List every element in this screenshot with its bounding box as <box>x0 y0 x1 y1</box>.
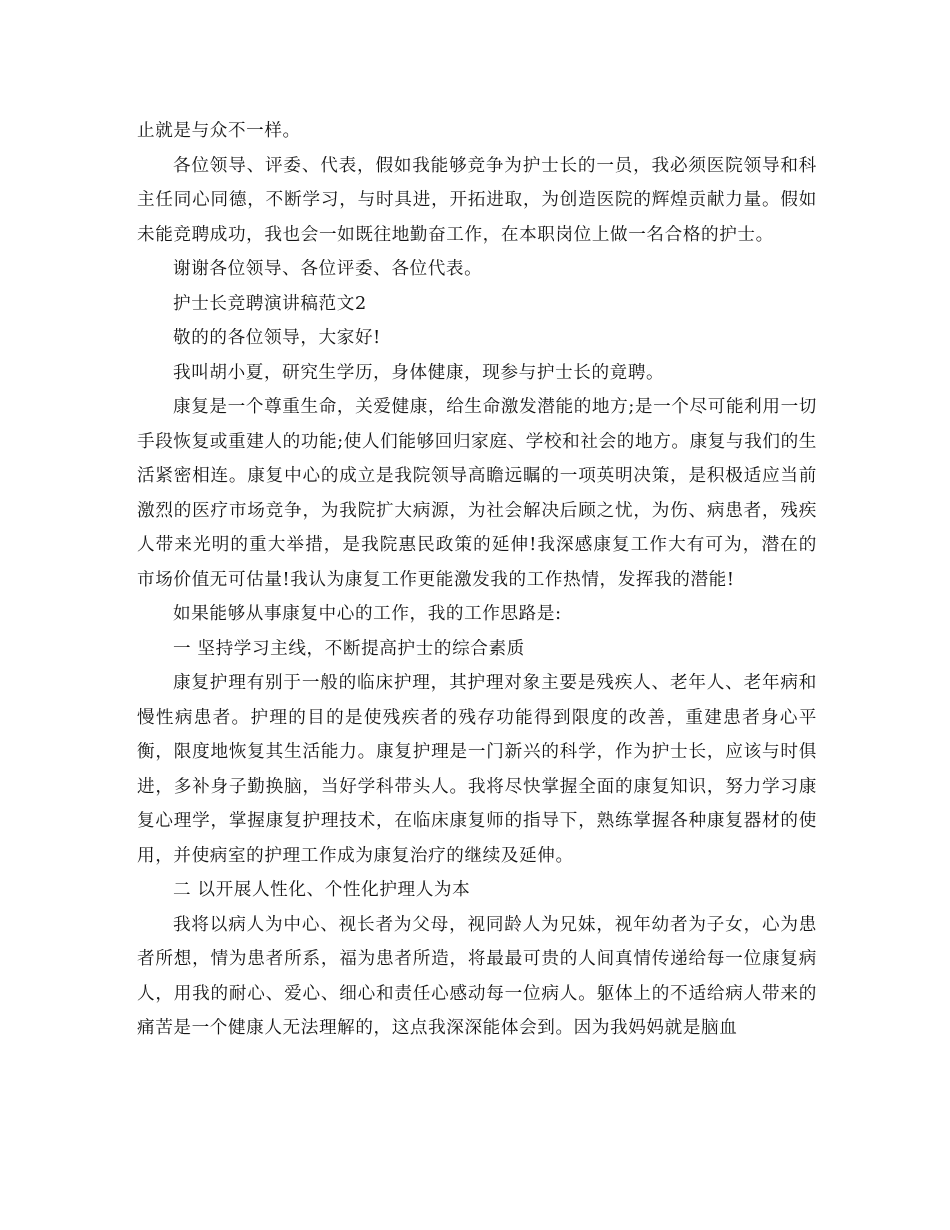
paragraph-plan: 如果能够从事康复中心的工作，我的工作思路是: <box>173 604 562 624</box>
paragraph-patient-care: 我将以病人为中心、视长者为父母，视同龄人为兄妹，视年幼者为子女，心为患者所想，情为患者所系，福为患者所造，将最最可贵的人间真情传递给每一位康复病人，用我的耐心、爱心、细心和责任心感动每一位病人。躯体上的不适给病人带来的痛苦是一个健康人无法理解的，这点我深深能体会到。因为我妈妈就是脑血 <box>137 914 817 1038</box>
paragraph-3: 谢谢各位领导、各位评委、各位代表。 <box>173 259 483 279</box>
paragraph-intro: 我叫胡小夏，研究生学历，身体健康，现参与护士长的竟聘。 <box>173 362 665 383</box>
paragraph-2: 各位领导、评委、代表，假如我能够竞争为护士长的一员，我必须医院领导和科主任同心同德，不断学习，与时具进，开拓进取，为创造医院的辉煌贡献力量。假如未能竞聘成功，我也会一如既往地勤奋工作，在本职岗位上做一名合格的护士。 <box>137 155 817 245</box>
section-heading: 护士长竞聘演讲稿范文2 <box>173 293 367 314</box>
paragraph-rehab: 康复是一个尊重生命，关爱健康，给生命激发潜能的地方;是一个尽可能利用一切手段恢复或重建人的功能;使人们能够回归家庭、学校和社会的地方。康复与我们的生活紧密相连。康复中心的成立是我院领导高瞻远瞩的一项英明决策，是积极适应当前激烈的医疗市场竞争，为我院扩大病源，为社会解决后顾之忧，为伤、病患者，残疾人带来光明的重大举措，是我院惠民政策的延伸!我深感康复工作大有可为，潜在的市场价值无可估量!我认为康复工作更能激发我的工作热情，发挥我的潜能! <box>137 397 817 590</box>
paragraph-nursing: 康复护理有别于一般的临床护理，其护理对象主要是残疾人、老年人、老年病和慢性病患者。护理的目的是使残疾者的残存功能得到限度的改善，重建患者身心平衡，限度地恢复其生活能力。康复护理是一门新兴的科学，作为护士长，应该与时俱进，多补身子勤换脑，当好学科带头人。我将尽快掌握全面的康复知识，努力学习康复心理学，掌握康复护理技术，在临床康复师的指导下，熟练掌握各种康复器材的使用，并使病室的护理工作成为康复治疗的继续及延伸。 <box>137 673 817 866</box>
subheading-one: 一 坚持学习主线，不断提高护士的综合素质 <box>173 638 525 659</box>
document-body <box>137 114 817 1046</box>
subheading-two: 二 以开展人性化、个性化护理人为本 <box>173 880 471 900</box>
paragraph-1: 止就是与众不一样。 <box>137 121 301 141</box>
paragraph-greeting: 敬的的各位领导，大家好! <box>173 328 381 348</box>
